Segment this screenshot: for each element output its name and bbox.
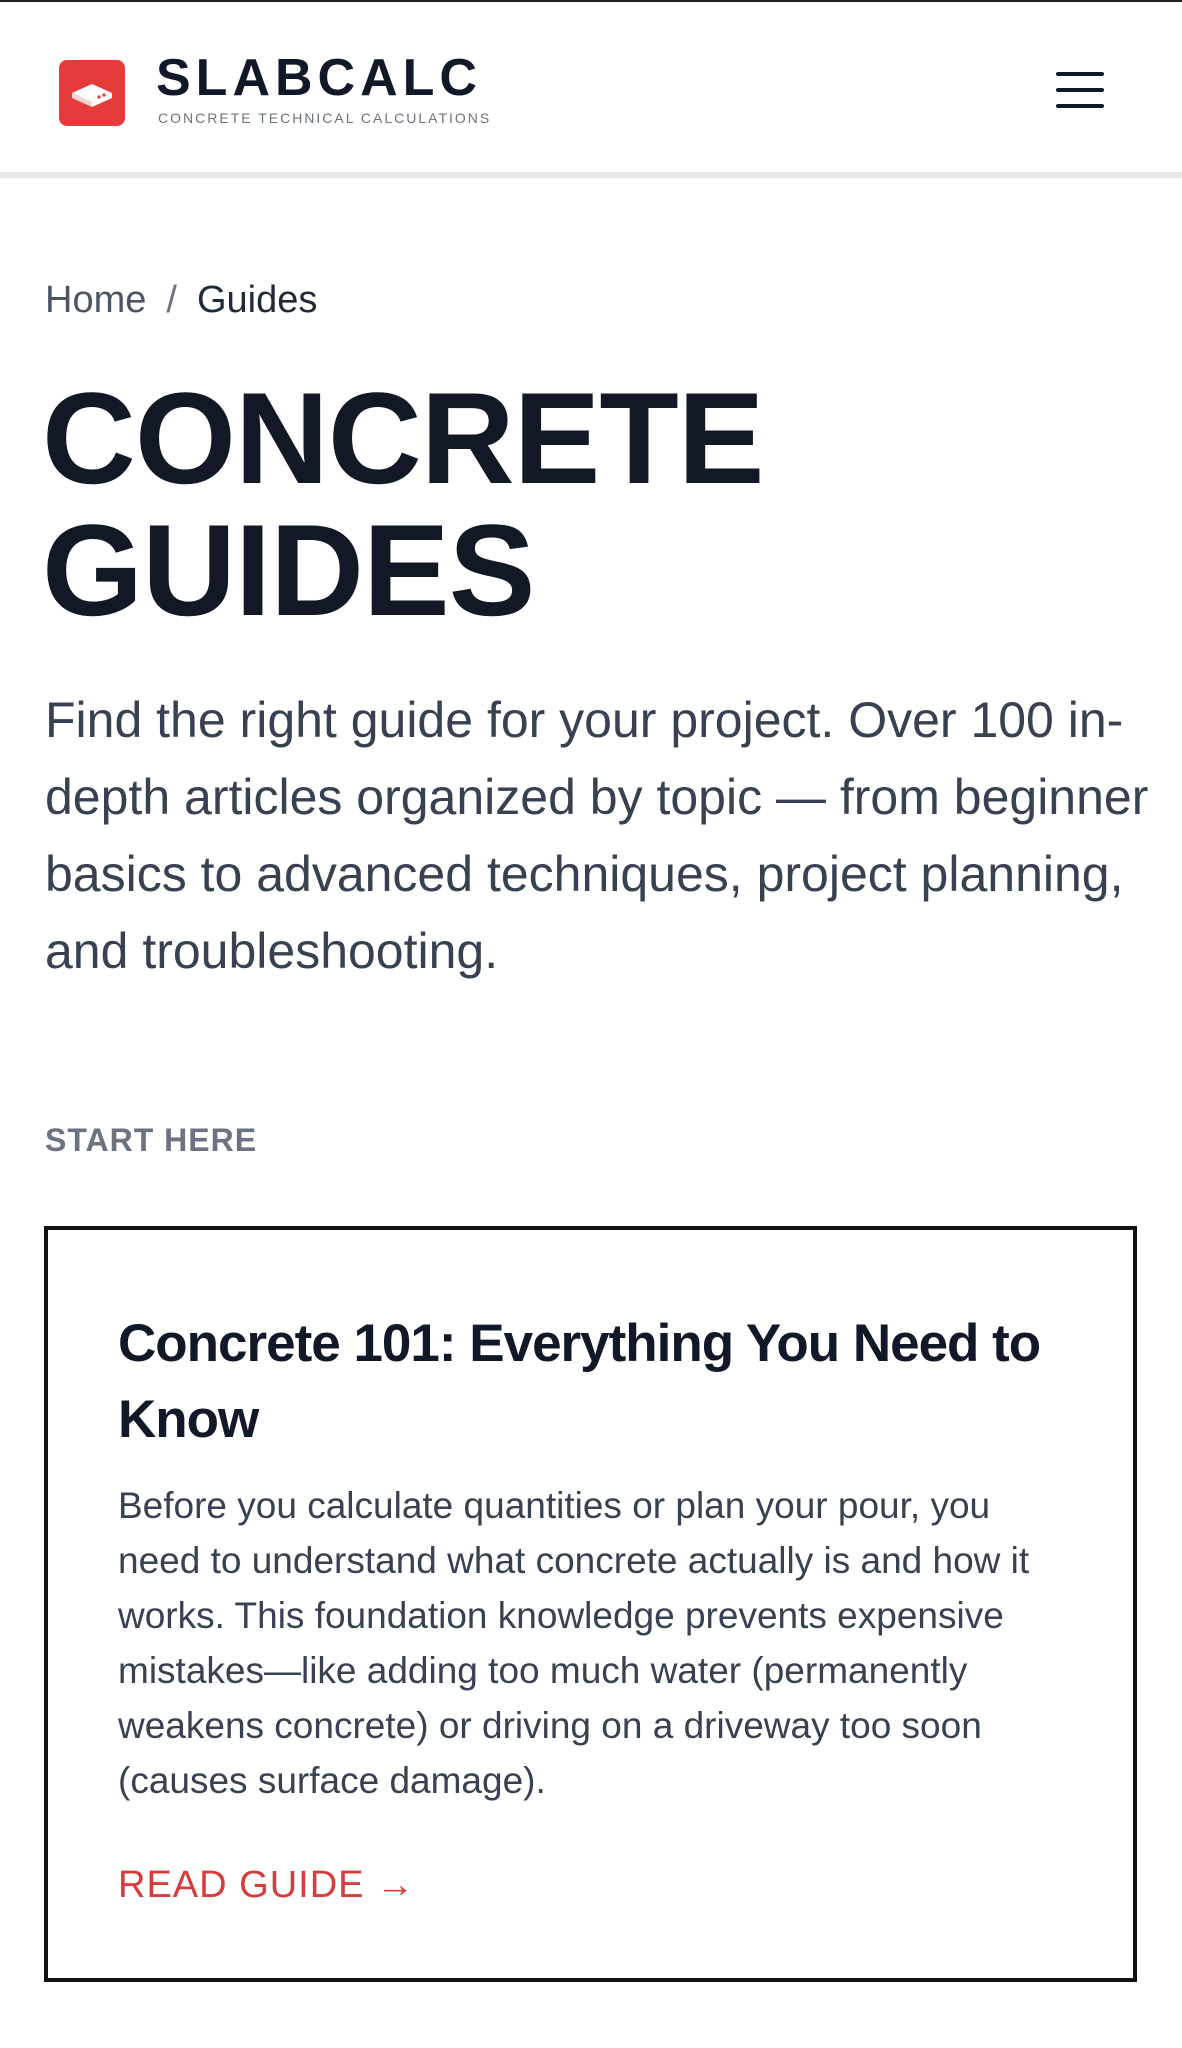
breadcrumb-home-link[interactable]: Home (45, 279, 147, 321)
brand-name[interactable]: SLABCALC (156, 49, 482, 107)
section-label: START HERE (45, 1122, 258, 1158)
page-title-line-1: CONCRETE (42, 365, 764, 511)
card-description: Before you calculate quantities or plan your pour, you need to understand what concrete actually is and how it works. This foundation knowledge prevents expensive mistakes—like adding too much water (permanently weakens concrete) or driving on a driveway too soon (causes surface damage). (118, 1485, 1030, 1801)
card-title[interactable]: Concrete 101: Everything You Need to Know (118, 1314, 1041, 1449)
read-guide-label: READ GUIDE (118, 1864, 365, 1906)
featured-guide-card[interactable] (44, 1226, 1137, 1982)
page-title (42, 365, 1142, 643)
breadcrumb-current: Guides (196, 279, 318, 321)
breadcrumb (45, 278, 317, 322)
page-title-line-2: GUIDES (42, 497, 535, 643)
concrete-slab-icon[interactable] (59, 60, 125, 126)
site-header (0, 0, 1182, 178)
brand-tagline: CONCRETE TECHNICAL CALCULATIONS (158, 110, 492, 126)
intro-text: Find the right guide for your project. Over 100 in-depth articles organized by topic — from beginner basics to advanced techniques, project planning, and troubleshooting. (45, 692, 1149, 979)
hamburger-menu-icon[interactable] (1050, 68, 1110, 112)
read-guide-link[interactable] (118, 1864, 415, 1907)
breadcrumb-separator: / (166, 279, 177, 321)
arrow-right-icon: → (376, 1864, 416, 1906)
